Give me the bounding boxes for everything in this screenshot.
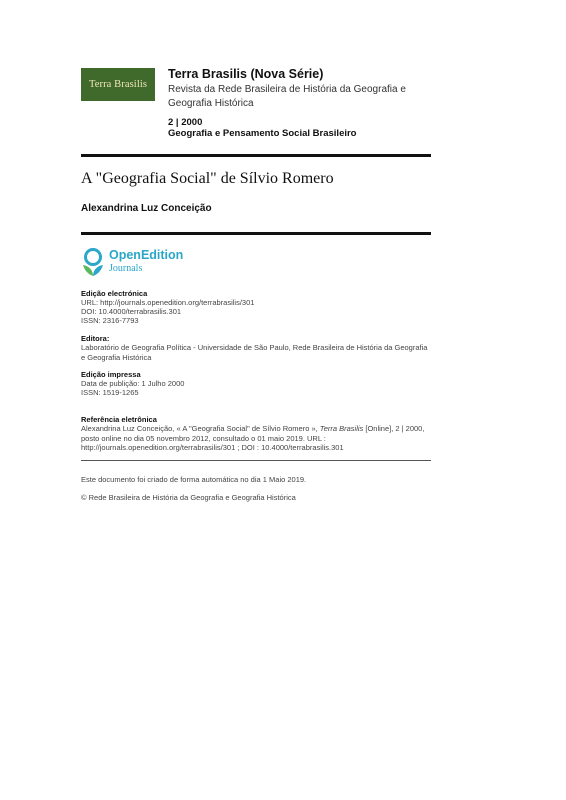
- top-divider: [81, 154, 431, 157]
- article-author: Alexandrina Luz Conceição: [81, 203, 212, 214]
- referencia-text: [81, 424, 433, 453]
- issue-theme: Geografia e Pensamento Social Brasileiro: [168, 128, 357, 139]
- openedition-leaf-icon: [81, 248, 107, 278]
- journal-title: Terra Brasilis (Nova Série): [168, 67, 324, 81]
- edicao-impressa-issn: ISSN: 1519-1265: [81, 388, 139, 397]
- journal-logo-text: Terra Brasilis: [88, 79, 148, 90]
- footer-divider: [81, 460, 431, 461]
- referencia-journal: Terra Brasilis: [319, 424, 364, 433]
- edicao-electronica-url[interactable]: URL: http://journals.openedition.org/terrabrasilis/301: [81, 298, 255, 307]
- editora-text: Laboratório de Geografia Política - Universidade de São Paulo, Rede Brasileira de História da Geografia e Geografia Histórica: [81, 343, 428, 362]
- footer-copyright: © Rede Brasileira de História da Geografia e Geografia Histórica: [81, 493, 296, 502]
- edicao-electronica-heading: Edição electrónica: [81, 289, 148, 298]
- issue-number: 2 | 2000: [168, 117, 203, 128]
- edicao-impressa-heading: Edição impressa: [81, 370, 141, 379]
- referencia-part1: Alexandrina Luz Conceição, « A "Geografia Social" de Sílvio Romero »,: [81, 424, 320, 433]
- openedition-name: OpenEdition: [109, 248, 184, 262]
- referencia-heading: Referência eletrônica: [81, 415, 157, 424]
- footer-generated-note: Este documento foi criado de forma automática no dia 1 Maio 2019.: [81, 475, 307, 484]
- edicao-electronica-issn: ISSN: 2316-7793: [81, 316, 139, 325]
- referencia-part2: [Online], 2 | 2000, posto online no dia 05 novembro 2012, consultado o 01 maio 2019. URL : http://journals.openedition.org/terrabrasilis/301 ; DOI : 10.4000/terrabrasilis.301: [81, 424, 425, 452]
- journal-logo: [81, 68, 155, 101]
- journal-subtitle: Revista da Rede Brasileira de História da Geografia e Geografia Histórica: [168, 84, 406, 109]
- openedition-journals: Journals: [109, 263, 143, 274]
- edicao-impressa-date: Data de publição: 1 Julho 2000: [81, 379, 185, 388]
- article-title: A "Geografia Social" de Sílvio Romero: [81, 170, 334, 187]
- editora-heading: Editora:: [81, 334, 110, 343]
- edicao-electronica-doi[interactable]: DOI: 10.4000/terrabrasilis.301: [81, 307, 182, 316]
- bottom-divider: [81, 232, 431, 235]
